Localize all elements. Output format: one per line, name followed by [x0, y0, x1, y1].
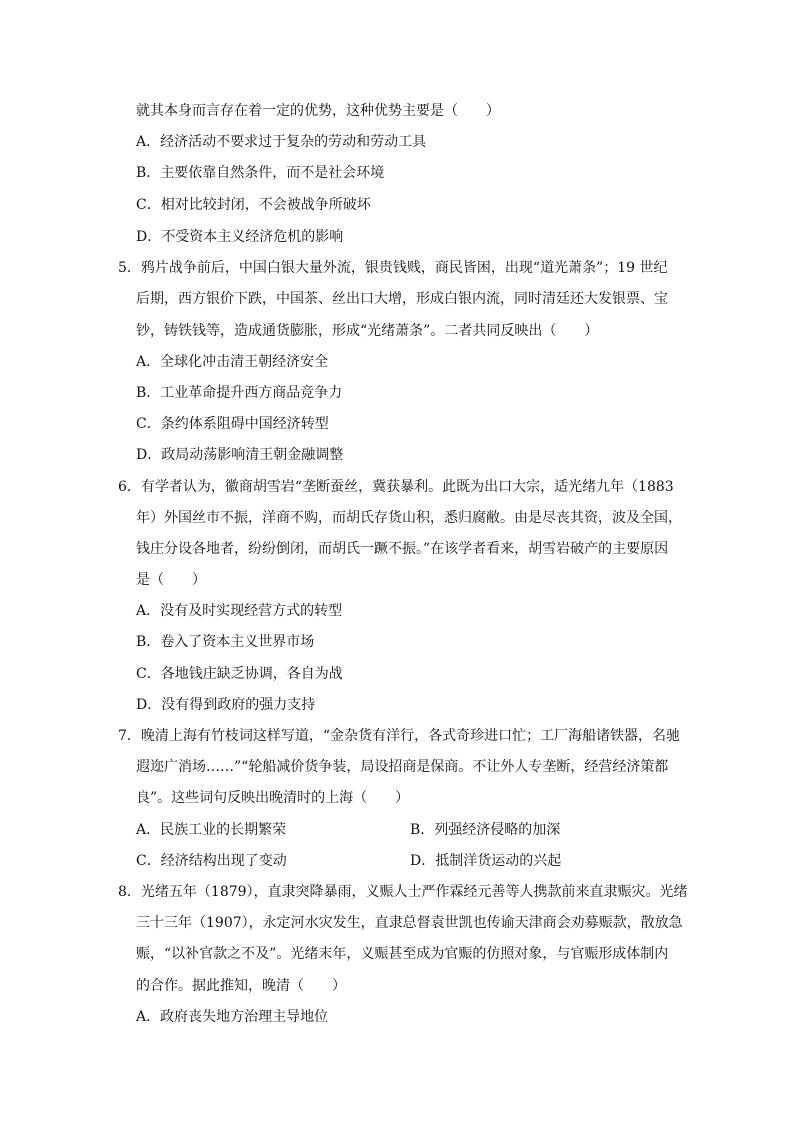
q7-option-b: B．列强经济侵略的加深: [410, 822, 561, 838]
q5-option-d: D．政局动荡影响清王朝金融调整: [136, 447, 344, 463]
q8-stem-line-3: 赈，“以补官款之不及”。光绪末年，义赈甚至成为官赈的仿照对象，与官赈形成体制内: [136, 946, 669, 962]
q7-option-a: A．民族工业的长期繁荣: [136, 822, 287, 838]
q5-option-b: B．工业革命提升西方商品竞争力: [136, 385, 343, 401]
q6-stem-line-2: 年）外国丝市不振，洋商不购，而胡氏存货山积，悉归腐敝。由是尽丧其资，波及全国，: [136, 510, 682, 526]
q5-stem-line-1: 5．鸦片战争前后，中国白银大量外流，银贵钱贱，商民皆困，出现“道光萧条”；19 世纪: [118, 260, 668, 276]
q7-stem-line-2: 遐迩广消场……”“轮船减价货争装，局设招商是保商。不让外人专垄断，经营经济策都: [136, 759, 669, 775]
q5-stem-line-2: 后期，西方银价下跌，中国茶、丝出口大增，形成白银内流，同时清廷还大发银票、宝: [136, 291, 668, 307]
q4-option-d: D．不受资本主义经济危机的影响: [136, 229, 344, 245]
q8-stem-line-1: 8．光绪五年（1879），直隶突降暴雨，义赈人士严作霖经元善等人携款前来直隶赈灾。光绪: [118, 884, 688, 900]
q6-option-a: A．没有及时实现经营方式的转型: [136, 603, 343, 619]
q6-stem-line-4: 是（ ）: [136, 572, 206, 588]
q4-option-b: B．主要依靠自然条件，而不是社会环境: [136, 165, 385, 181]
q4-stem-tail: 就其本身而言存在着一定的优势，这种优势主要是（ ）: [136, 103, 500, 119]
q8-stem-line-2: 三十三年（1907），永定河水灾发生，直隶总督袁世凯也传谕天津商会劝募赈款，散放急: [136, 915, 683, 931]
q6-option-b: B．卷入了资本主义世界市场: [136, 634, 315, 650]
q5-stem-line-3: 钞，铸铁钱等，造成通货膨胀，形成“光绪萧条”。二者共同反映出（ ）: [136, 323, 599, 339]
q6-option-c: C．各地钱庄缺乏协调，各自为战: [136, 666, 343, 682]
q6-option-d: D．没有得到政府的强力支持: [136, 697, 316, 713]
q8-stem-line-4: 的合作。据此推知，晚清（ ）: [136, 978, 346, 994]
q4-option-a: A．经济活动不要求过于复杂的劳动和劳动工具: [136, 134, 427, 150]
q6-stem-line-1: 6．有学者认为，徽商胡雪岩“垄断蚕丝，冀获暴利。此既为出口大宗，适光绪九年（1883: [118, 479, 674, 495]
q7-stem-line-1: 7．晚清上海有竹枝词这样写道，“金杂货有洋行，各式奇珍进口忙；工厂海船诸铁器，名驰: [118, 728, 681, 744]
q7-stem-line-3: 良”。这些词句反映出晚清时的上海（ ）: [136, 790, 410, 806]
q4-option-c: C．相对比较封闭，不会被战争所破坏: [136, 197, 371, 213]
q5-option-a: A．全球化冲击清王朝经济安全: [136, 354, 329, 370]
q8-option-a: A．政府丧失地方治理主导地位: [136, 1009, 329, 1025]
q5-option-c: C．条约体系阻碍中国经济转型: [136, 416, 329, 432]
q7-option-d: D．抵制洋货运动的兴起: [410, 853, 562, 869]
q7-option-c: C．经济结构出现了变动: [136, 853, 287, 869]
q6-stem-line-3: 钱庄分设各地者，纷纷倒闭，而胡氏一蹶不振。”在该学者看来，胡雪岩破产的主要原因: [136, 541, 669, 557]
